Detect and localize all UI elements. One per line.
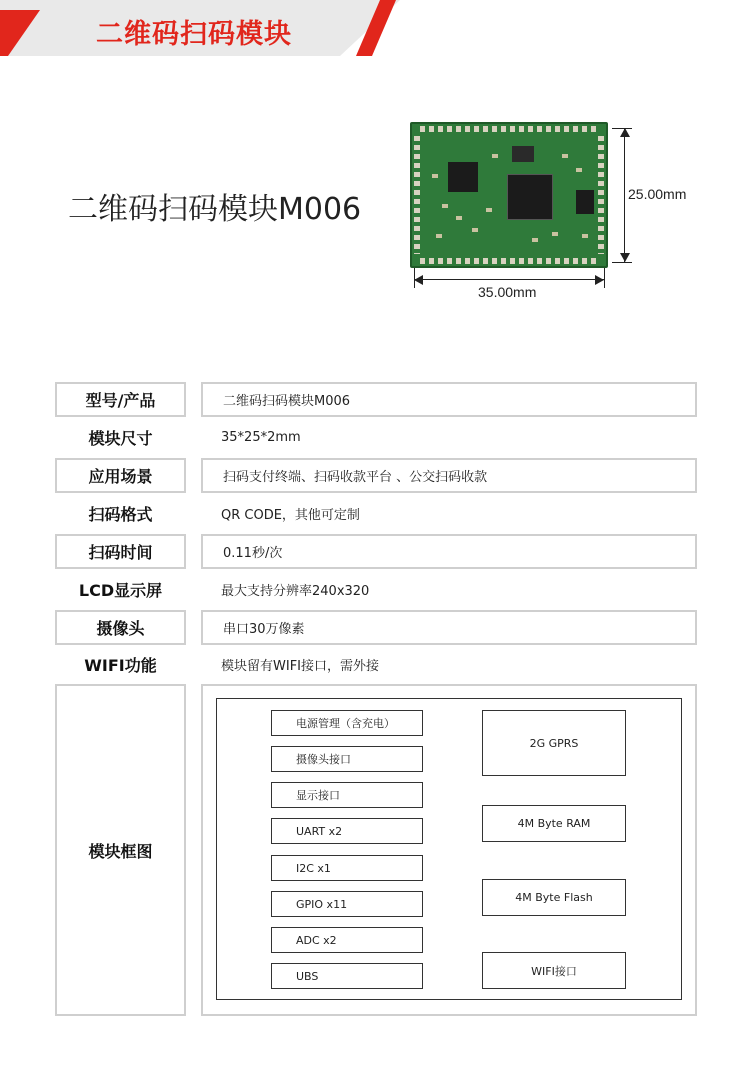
pcb-component [442,204,448,208]
pcb-component [582,234,588,238]
pcb-module-image [410,122,608,268]
dimension-width-label: 35.00mm [478,284,537,300]
spec-value: 二维码扫码模块M006 [201,382,697,417]
spec-label: 型号/产品 [55,382,186,417]
interface-i2c: I2C x1 [271,855,423,881]
spec-value: 串口30万像素 [201,610,697,645]
spec-value: QR CODE，其他可定制 [221,508,360,523]
spec-row-scan-format [55,496,697,531]
module-ram: 4M Byte RAM [482,805,626,842]
pcb-component [436,234,442,238]
pcb-component [486,208,492,212]
spec-value: 35*25*2mm [221,430,301,445]
pcb-pads-bottom [420,258,598,264]
spec-label: 应用场景 [55,458,186,493]
spec-value: 扫码支付终端、扫码收款平台 、公交扫码收款 [201,458,697,493]
spec-label: LCD显示屏 [78,581,163,600]
pcb-component [532,238,538,242]
spec-row-wifi [55,647,697,682]
interface-adc: ADC x2 [271,927,423,953]
pcb-component [576,168,582,172]
spec-value: 模块留有WIFI接口，需外接 [221,659,379,674]
interface-display: 显示接口 [271,782,423,808]
spec-row-application [55,458,697,493]
interface-camera: 摄像头接口 [271,746,423,772]
arrow-down-icon [620,253,630,262]
pcb-pads-right [598,136,604,254]
spec-row-lcd [55,572,697,607]
arrow-right-icon [595,275,604,285]
spec-value: 最大支持分辨率240x320 [221,584,370,599]
spec-label: WIFI功能 [84,656,157,675]
spec-row-camera [55,610,697,645]
spec-row-size [55,420,697,455]
dimension-tick [612,262,632,263]
pcb-main-chip [507,174,553,220]
pcb-component [456,216,462,220]
pcb-pads-left [414,136,420,254]
arrow-left-icon [414,275,423,285]
spec-label: 模块尺寸 [88,429,153,448]
pcb-chip [576,190,594,214]
spec-row-scan-time [55,534,697,569]
arrow-up-icon [620,128,630,137]
dimension-tick [604,268,605,288]
dimension-height-label: 25.00mm [628,186,687,202]
module-wifi: WIFI接口 [482,952,626,989]
pcb-chip [448,162,478,192]
spec-value: 0.11秒/次 [201,534,697,569]
pcb-component [552,232,558,236]
product-title: 二维码扫码模块M006 [68,192,362,227]
spec-label: 摄像头 [55,610,186,645]
module-2g-gprs: 2G GPRS [482,710,626,776]
header-banner [0,0,751,56]
block-diagram-label: 模块框图 [55,684,186,1016]
dimension-line-vertical [624,128,625,262]
pcb-component [562,154,568,158]
pcb-component [492,154,498,158]
dimension-line-horizontal [414,279,604,280]
pcb-component [472,228,478,232]
interface-uart: UART x2 [271,818,423,844]
interface-power-management: 电源管理（含充电） [271,710,423,736]
interface-gpio: GPIO x11 [271,891,423,917]
pcb-pads-top [420,126,598,132]
pcb-chip [512,146,534,162]
spec-label: 扫码时间 [55,534,186,569]
spec-label: 扫码格式 [88,505,153,524]
pcb-component [432,174,438,178]
page-title: 二维码扫码模块 [96,19,292,50]
spec-row-model [55,382,697,417]
interface-ubs: UBS [271,963,423,989]
module-flash: 4M Byte Flash [482,879,626,916]
